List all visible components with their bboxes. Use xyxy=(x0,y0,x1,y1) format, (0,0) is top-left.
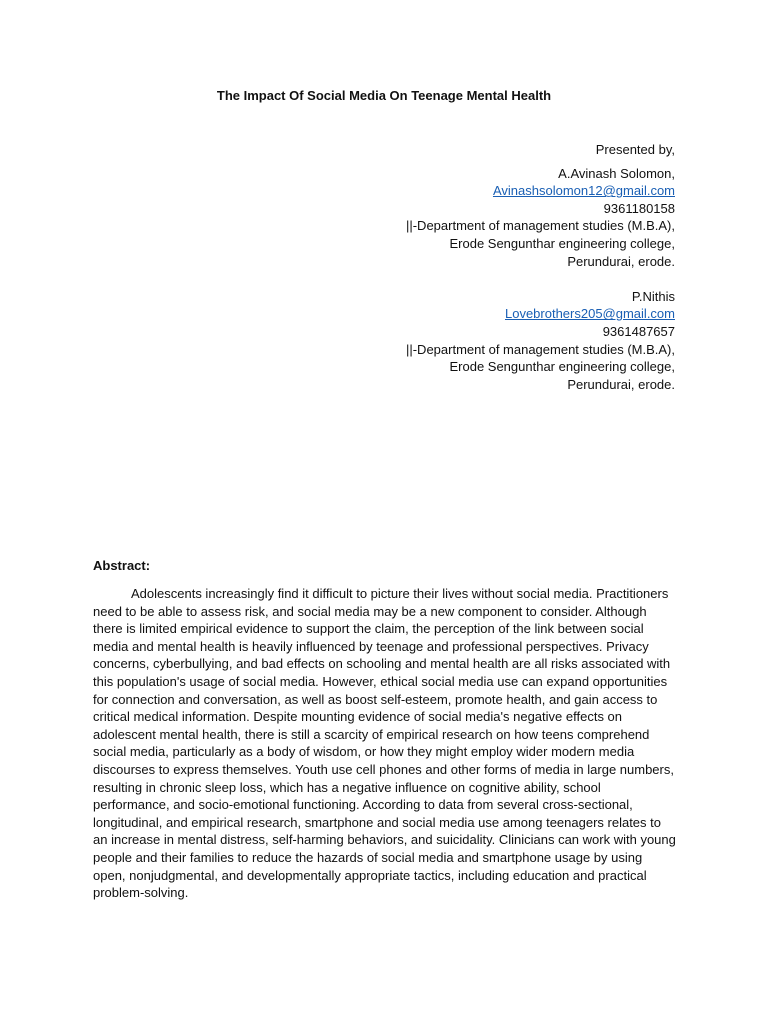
author-college: Erode Sengunthar engineering college, xyxy=(449,235,675,251)
author-location: Perundurai, erode. xyxy=(567,376,675,392)
author-college: Erode Sengunthar engineering college, xyxy=(449,359,675,375)
author-phone: 9361487657 xyxy=(602,323,675,339)
author-department: ||-Department of management studies (M.B.A), xyxy=(405,218,675,234)
author-name: A.Avinash Solomon, xyxy=(558,165,675,181)
author-phone: 9361180158 xyxy=(603,200,675,216)
author-location: Perundurai, erode. xyxy=(567,253,675,269)
page-title: The Impact Of Social Media On Teenage Mental Health xyxy=(216,88,552,103)
abstract-heading: Abstract: xyxy=(93,558,151,573)
presented-by-label: Presented by, xyxy=(595,142,675,157)
author-block xyxy=(155,141,675,393)
author-name: P.Nithis xyxy=(631,288,675,304)
abstract-paragraph: Adolescents increasingly find it difficult to picture their lives without social media. Practitioners need to be able to assess risk, and social media may be a new component to consider. Although there is limited empirical evidence to support the claim, the perception of the link between social media and mental health is heavily influenced by teenage and professional perspectives. Privacy concerns, cyberbullying, and bad effects on schooling and mental health are all risks associated with this population's usage of social media. However, ethical social media use can expand opportunities for connection and conversation, as well as boost self-esteem, promote health, and gain access to critical medical information. Despite mounting evidence of social media's negative effects on adolescent mental health, there is still a scarcity of empirical research on how teens comprehend social media, particularly as a body of wisdom, or how they might employ wider modern media discourses to express themselves. Youth use cell phones and other forms of media in large numbers, resulting in chronic sleep loss, which has a negative influence on cognitive ability, school performance, and socio-emotional functioning. According to data from several cross-sectional, longitudinal, and empirical research, smartphone and social media use among teenagers relates to an increase in mental distress, self-harming behaviors, and suicidality. Clinicians can work with young people and their families to reduce the hazards of social media and smartphone usage by using open, nonjudgmental, and developmentally appropriate tactics, including education and practical problem-solving. xyxy=(93,586,676,901)
author-email-link[interactable]: Lovebrothers205@gmail.com xyxy=(504,306,675,322)
spacer xyxy=(155,270,675,288)
author-email-link[interactable]: Avinashsolomon12@gmail.com xyxy=(492,183,675,199)
author-department: ||-Department of management studies (M.B.A), xyxy=(405,341,675,357)
